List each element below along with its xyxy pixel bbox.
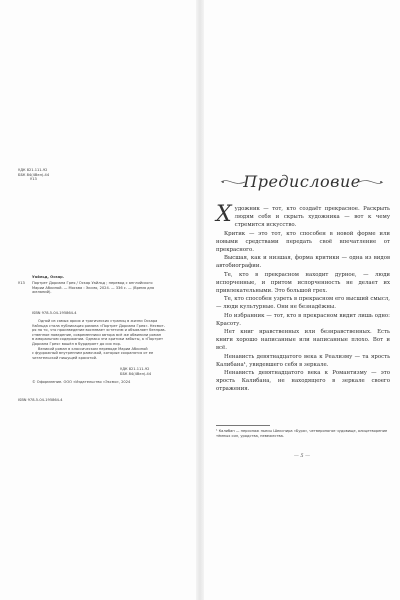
bbk-line: ББК 84(4Вел)-44	[120, 371, 152, 376]
annotation-line: ря на то, что произведение воспевает эстетизм и объявляет безнрав-	[32, 328, 166, 333]
annotation-line: Уайльда стала публикация романа «Портрет Дориана Грея». Несмот-	[32, 323, 165, 328]
paragraph: Те, кто в прекрасном находит дурное, — люди испорченные, и притом испорченность не делает их привлекательными. Это большой грех.	[216, 271, 390, 295]
annotation-line: Одной из самых ярких и трагических страниц в жизни Оскара	[38, 319, 158, 323]
udc-block-top	[18, 168, 98, 182]
drop-cap: Х	[216, 202, 232, 227]
page-title: Предисловие	[243, 172, 361, 191]
udc-line: УДК 821.111-92	[120, 367, 150, 371]
footnote-rule	[216, 425, 270, 426]
paragraph: Нет книг нравственных или безнравственных. Есть книги хорошо написанные или написанные плохо. Вот и всё.	[216, 329, 390, 352]
flourish-right-icon	[358, 176, 384, 188]
footnote: ¹ Калибан — персонаж пьесы Шекспира «Буря», четвероногое чудовище, олицетворение тёмных сил, уродства, невежества.	[216, 429, 388, 438]
bibliographic-record	[18, 281, 168, 295]
paragraph	[216, 202, 390, 230]
udc-line: УДК 821.111-92	[18, 168, 48, 172]
book-gutter	[196, 0, 204, 600]
annotation-line: в аморальном содержании. Однако эти критики забыты, а «Портрет	[32, 337, 164, 342]
copyright-notice: © Оформление. ООО «Издательство «Эксмо», 2024	[32, 380, 131, 384]
annotation-line: читательской пишущей красотой.	[32, 355, 98, 360]
udc-block-bottom	[120, 367, 180, 376]
paragraph-text: удожник — тот, кто создаёт прекрасное. Раскрыть людям себя и скрыть художника — вот к чему стремится искусство.	[234, 206, 390, 229]
isbn-bottom: ISBN 978-5-04-195864-4	[18, 398, 63, 402]
paragraph: Ненависть девятнадцатого века к Реализму — та ярость Калибана¹, увидевшего себя в зеркале.	[216, 353, 390, 368]
biblio-line: желаний).	[32, 290, 52, 295]
preface-page	[204, 0, 400, 600]
bbk-line: ББК 84(4Вел)-44	[18, 172, 50, 177]
author-heading: Уайльд, Оскар.	[32, 275, 65, 279]
isbn-top: ISBN 978-5-04-195864-4	[32, 311, 77, 315]
annotation	[32, 319, 170, 360]
annotation-line: Дориана Грея» вошёл в бурдерант до сих пор.	[32, 341, 121, 346]
annotation-line: Великий роман в классическом переводе Марии Абкиной	[38, 346, 148, 351]
annotation-line: ственное поведение, современники автора всё же обвинили роман	[32, 332, 162, 337]
biblio-line: Портрет Дориана Грея / Оскар Уайльд ; перевод с английского	[32, 281, 153, 285]
paragraph: Высшая, как и низшая, форма критики — одна из видов автобиографии.	[216, 255, 390, 270]
paragraph: Критик — это тот, кто способен в новой форме или новыми средствами передать своё впечатление от прекрасного.	[216, 230, 390, 254]
paragraph: Те, кто способен узреть в прекрасном его высший смысл, — люди культурные. Они не безнадёжны.	[216, 296, 390, 311]
author-mark-line: У13	[30, 177, 37, 182]
annotation-line: с фурражный внутренним рамочкой, которые сохранятся от ее	[32, 351, 154, 356]
page-number: — 5 —	[293, 453, 311, 459]
biblio-line: Марии Абкиной. — Москва : Эксмо, 2024. — 336 с. — (Время для	[32, 285, 155, 290]
paragraph: Ненависть девятнадцатого века к Романтизму — это ярость Калибана, не находящего в зеркале своего отражения.	[216, 370, 390, 393]
paragraph: Но избранник — тот, кто в прекрасном видит лишь одно: Красоту.	[216, 312, 390, 327]
copyright-page	[0, 0, 196, 600]
author-mark: У13	[18, 281, 25, 285]
preface-text	[216, 202, 390, 394]
